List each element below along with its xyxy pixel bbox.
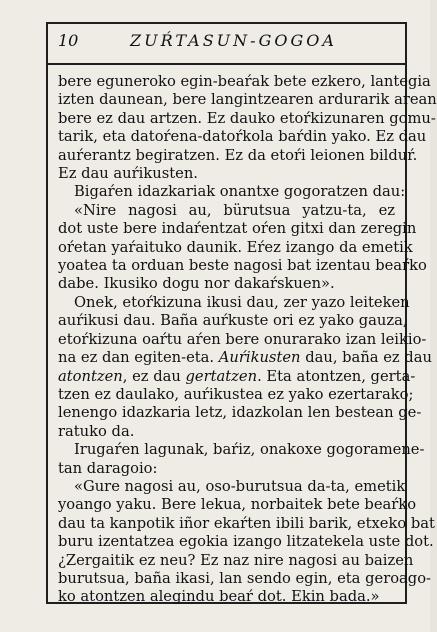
text-line: «Gure nagosi au, oso-burutsua da-ta, emetik [74, 477, 406, 495]
text-line: Irugaŕen lagunak, baŕiz, onakoxe gogoramene- [74, 441, 425, 459]
text-line: yoatea ta orduan beste nagosi bat izentau beaŕko [58, 257, 427, 275]
text-line: bere eguneroko egin-beaŕak bete ezkero, lantegia [58, 73, 431, 90]
text-line: dau ta kanpotik iñor ekaŕten ibili barik, etxeko bat [58, 514, 435, 532]
text-line: ratuko da. [58, 422, 135, 440]
text-line: Bigaŕen idazkariak onantxe gogoratzen dau: [74, 183, 406, 201]
body-text [58, 73, 437, 607]
text-line: oŕetan yaŕaituko daunik. Eŕez izango da emetik [58, 238, 413, 256]
text-line: dabe. Ikusiko dogu nor dakaŕskuen». [58, 275, 335, 293]
text-line: yoango yaku. Bere lekua, norbaitek bete beaŕko [58, 496, 417, 514]
text-line: burutsua, baña ikasi, lan sendo egin, eta geroago- [58, 569, 432, 587]
text-line: Onek, etoŕkizuna ikusi dau, zer yazo leiteken [74, 293, 410, 311]
text-line: lenengo idazkaria letz, idazkolan len bestean ge- [58, 404, 422, 422]
text-line: tan daragoio: [58, 459, 158, 477]
text-line: auŕerantz begiratzen. Ez da etoŕi leionen bilduŕ. [58, 146, 418, 164]
text-line: Ez dau auŕikusten. [58, 165, 198, 183]
text-line: auŕikusi dau. Baña auŕkuste ori ez yako gauza, [58, 312, 408, 330]
running-title: ZUŔTASUN-GOGOA [130, 31, 337, 50]
text-line: tzen ez daulako, auŕikustea ez yako ezertarako; [58, 385, 414, 403]
text-line: buru izentatzea egokia izango litzatekela uste dot. [58, 533, 434, 551]
text-line: ko atontzen alegindu beaŕ dot. Ekin bada.» [58, 588, 380, 606]
text-line: bere ez dau artzen. Ez dauko etoŕkizunaren gomu- [58, 109, 436, 127]
text-line: dot uste bere indaŕentzat oŕen gitxi dan zeregin [58, 220, 417, 238]
header-rule [46, 63, 407, 65]
text-line: tarik, eta datoŕena-datoŕkola baŕdin yako. Ez dau [58, 128, 427, 146]
text-line: izten daunean, bere langintzearen ardurarik arean [58, 91, 437, 109]
text-line: «Nire nagosi au, bürutsua yatzu-ta, ez [74, 201, 395, 219]
text-line: atontzen, ez dau gertatzen. Eta atontzen, gerta- [58, 367, 416, 385]
text-line: ¿Zergaitik ez neu? Ez naz nire nagosi au baizen [58, 551, 414, 569]
text-line: na ez dan egiten-eta. Auŕikusten dau, baña ez dau [58, 349, 432, 367]
page-number: 10 [58, 31, 79, 50]
text-line: etoŕkizuna oaŕtu aŕen bere onurarako izan leikio- [58, 330, 427, 348]
